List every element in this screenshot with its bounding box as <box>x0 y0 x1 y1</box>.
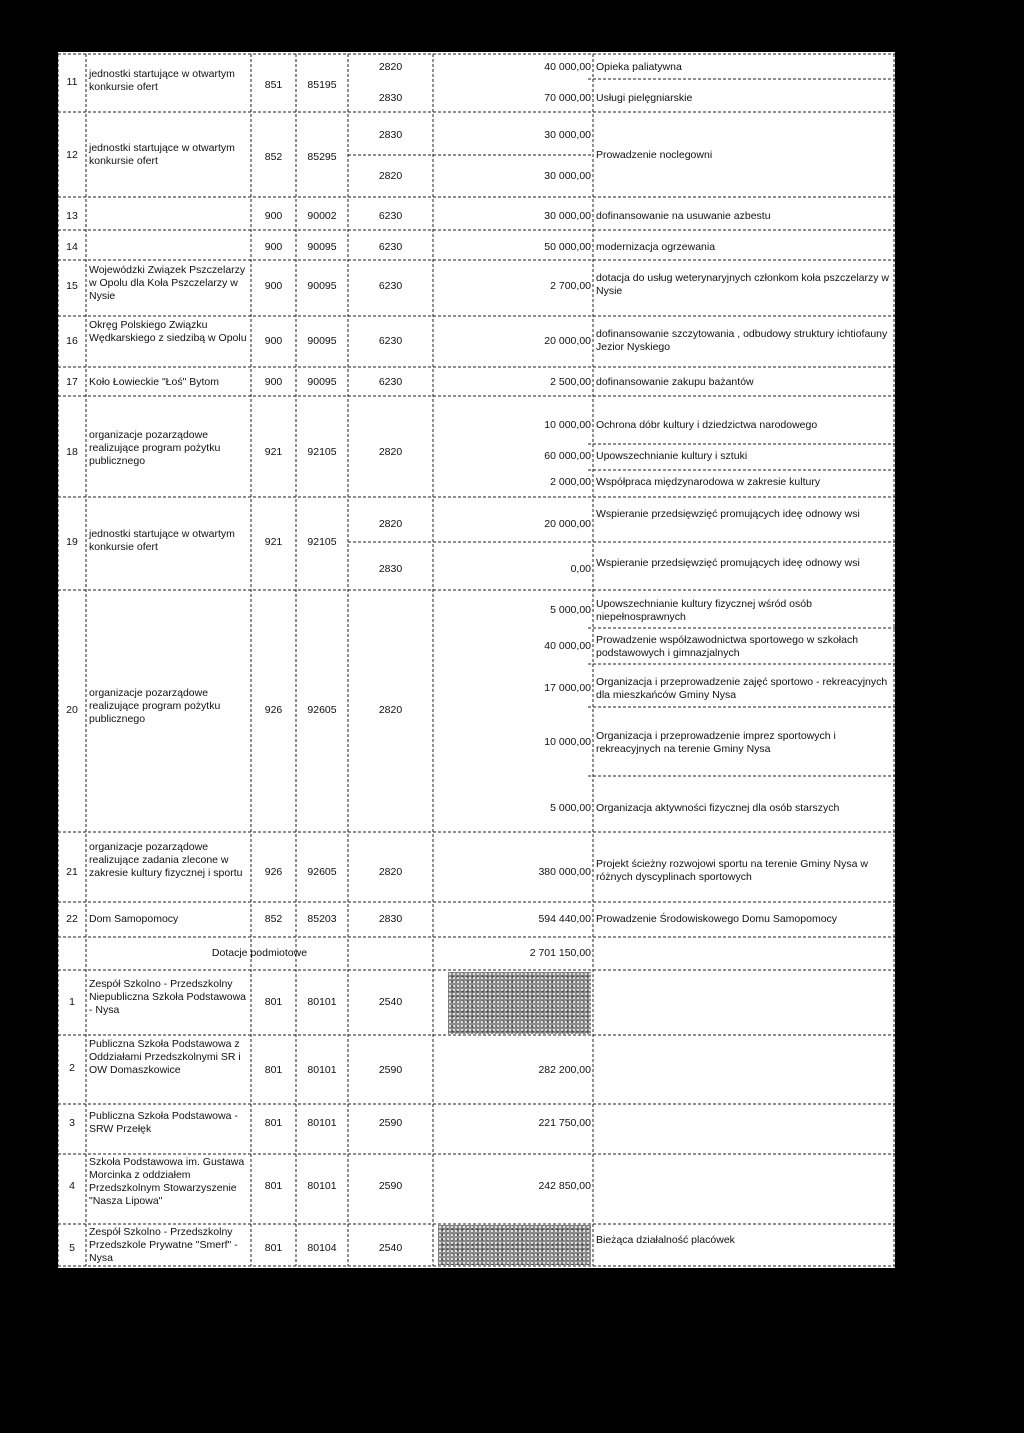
purpose: Współpraca międzynarodowa w zakresie kultury <box>596 476 821 488</box>
row-number: 19 <box>66 536 78 548</box>
paragraf: 2590 <box>378 1064 403 1076</box>
purpose: Ochrona dóbr kultury i dziedzictwa narodowego <box>596 419 818 431</box>
subtotal-amount: 2 701 150,00 <box>529 947 591 959</box>
purpose: Opieka paliatywna <box>596 61 682 73</box>
purpose: modernizacja ogrzewania <box>596 241 716 253</box>
dzial: 801 <box>264 996 283 1008</box>
paragraf: 6230 <box>378 210 403 222</box>
dzial: 801 <box>264 1180 283 1192</box>
dzial: 801 <box>264 1117 283 1129</box>
entity-name: organizacje pozarządowe realizujące program pożytku publicznego <box>89 429 221 467</box>
row-number: 17 <box>66 376 78 388</box>
amount: 10 000,00 <box>544 419 591 431</box>
document-page <box>58 52 895 1268</box>
rozdzial: 90095 <box>307 280 337 292</box>
rozdzial: 90002 <box>307 210 337 222</box>
rozdzial: 80101 <box>307 1117 337 1129</box>
purpose: Bieżąca działalność placówek <box>596 1234 735 1246</box>
row-number: 21 <box>66 866 78 878</box>
paragraf: 2590 <box>378 1117 403 1129</box>
rozdzial: 80101 <box>307 1064 337 1076</box>
purpose: Organizacja aktywności fizycznej dla osób starszych <box>596 802 840 814</box>
purpose: Wspieranie przedsięwzięć promujących ideę odnowy wsi <box>596 508 860 520</box>
row-number: 2 <box>69 1062 75 1074</box>
purpose: Organizacja i przeprowadzenie imprez sportowych i rekreacyjnych na terenie Gminy Nysa <box>596 730 836 755</box>
rozdzial: 80101 <box>307 996 337 1008</box>
paragraf: 6230 <box>378 280 403 292</box>
row-number: 18 <box>66 446 78 458</box>
purpose: dotacja do usług weterynaryjnych członkom koła pszczelarzy w Nysie <box>596 272 889 297</box>
row-number: 1 <box>69 996 75 1008</box>
paragraf: 2820 <box>378 518 403 530</box>
entity-name: Koło Łowieckie "Łoś" Bytom <box>89 376 220 388</box>
rozdzial: 90095 <box>307 241 337 253</box>
amount: 2 500,00 <box>550 376 591 388</box>
paragraf: 2830 <box>378 92 403 104</box>
rozdzial: 92105 <box>307 536 337 548</box>
amount: 20 000,00 <box>544 335 591 347</box>
amount: 30 000,00 <box>544 210 591 222</box>
dzial: 900 <box>264 335 283 347</box>
paragraf: 2540 <box>378 1242 403 1254</box>
dzial: 926 <box>264 704 283 716</box>
purpose: Upowszechnianie kultury i sztuki <box>596 450 748 462</box>
amount: 594 440,00 <box>538 913 591 925</box>
paragraf: 2830 <box>378 563 403 575</box>
entity-name: Zespół Szkolno - Przedszkolny Przedszkole Prywatne "Smerf" - Nysa <box>89 1226 238 1264</box>
rozdzial: 80104 <box>307 1242 337 1254</box>
amount: 0,00 <box>570 563 591 575</box>
purpose: Upowszechnianie kultury fizycznej wśród osób niepełnosprawnych <box>596 598 812 623</box>
amount: 50 000,00 <box>544 241 591 253</box>
rozdzial: 90095 <box>307 335 337 347</box>
row-number: 12 <box>66 149 78 161</box>
amount: 380 000,00 <box>538 866 591 878</box>
amount: 10 000,00 <box>544 736 591 748</box>
rozdzial: 92105 <box>307 446 337 458</box>
row-number: 14 <box>66 241 78 253</box>
paragraf: 2820 <box>378 704 403 716</box>
paragraf: 2820 <box>378 170 403 182</box>
amount: 2 000,00 <box>550 476 591 488</box>
dzial: 852 <box>264 913 283 925</box>
entity-name: jednostki startujące w otwartym konkursie ofert <box>89 142 235 167</box>
paragraf: 2820 <box>378 866 403 878</box>
paragraf: 2820 <box>378 61 403 73</box>
paragraf: 2820 <box>378 446 403 458</box>
amount: 2 700,00 <box>550 280 591 292</box>
amount: 17 000,00 <box>544 682 591 694</box>
paragraf: 2830 <box>378 129 403 141</box>
amount: 242 850,00 <box>538 1180 591 1192</box>
purpose: Wspieranie przedsięwzięć promujących ideę odnowy wsi <box>596 557 860 569</box>
dzial: 900 <box>264 210 283 222</box>
amount: 5 000,00 <box>550 604 591 616</box>
dzial: 801 <box>264 1242 283 1254</box>
amount: 30 000,00 <box>544 170 591 182</box>
row-number: 11 <box>66 76 78 88</box>
entity-name: jednostki startujące w otwartym konkursie ofert <box>89 68 235 93</box>
amount: 40 000,00 <box>544 61 591 73</box>
dzial: 900 <box>264 241 283 253</box>
rozdzial: 85203 <box>307 913 337 925</box>
entity-name: Publiczna Szkoła Podstawowa z Oddziałami Przedszkolnymi SR i OW Domaszkowice <box>89 1038 241 1076</box>
purpose: Prowadzenie współzawodnictwa sportowego w szkołach podstawowych i gimnazjalnych <box>596 634 859 659</box>
amount: 282 200,00 <box>538 1064 591 1076</box>
row-number: 5 <box>69 1242 75 1254</box>
dzial: 921 <box>264 536 283 548</box>
entity-name: Szkoła Podstawowa im. Gustawa Morcinka z oddziałem Przedszkolnym Stowarzyszenie "Nasza Lipowa" <box>89 1156 245 1207</box>
entity-name: organizacje pozarządowe realizujące program pożytku publicznego <box>89 687 221 725</box>
amount: 20 000,00 <box>544 518 591 530</box>
purpose: dofinansowanie na usuwanie azbestu <box>596 210 771 222</box>
entity-name: jednostki startujące w otwartym konkursie ofert <box>89 528 235 553</box>
purpose: dofinansowanie zakupu bażantów <box>596 376 754 388</box>
rozdzial: 92605 <box>307 704 337 716</box>
entity-name: Publiczna Szkoła Podstawowa - SRW Przełęk <box>89 1110 238 1135</box>
paragraf: 6230 <box>378 376 403 388</box>
entity-name: Wojewódzki Związek Pszczelarzy w Opolu dla Koła Pszczelarzy w Nysie <box>89 264 246 302</box>
purpose: Projekt ścieżny rozwojowi sportu na terenie Gminy Nysa w różnych dyscyplinach sportowych <box>596 858 868 883</box>
subtotal-label: Dotacje podmiotowe <box>211 947 308 959</box>
dzial: 900 <box>264 376 283 388</box>
amount: 5 000,00 <box>550 802 591 814</box>
purpose: Organizacja i przeprowadzenie zajęć sportowo - rekreacyjnych dla mieszkańców Gminy Nysa <box>596 676 888 701</box>
paragraf: 2590 <box>378 1180 403 1192</box>
rozdzial: 90095 <box>307 376 337 388</box>
rozdzial: 85195 <box>307 79 337 91</box>
dzial: 851 <box>264 79 283 91</box>
paragraf: 2540 <box>378 996 403 1008</box>
row-number: 22 <box>66 913 78 925</box>
row-number: 4 <box>69 1180 75 1192</box>
purpose: Prowadzenie noclegowni <box>596 149 713 161</box>
row-number: 20 <box>66 704 78 716</box>
amount: 30 000,00 <box>544 129 591 141</box>
dzial: 852 <box>264 151 283 163</box>
row-number: 16 <box>66 335 78 347</box>
row-number: 3 <box>69 1117 75 1129</box>
purpose: Usługi pielęgniarskie <box>596 92 693 104</box>
amount: 221 750,00 <box>538 1117 591 1129</box>
entity-name: Okręg Polskiego Związku Wędkarskiego z siedzibą w Opolu <box>89 319 247 344</box>
table-grid <box>58 52 895 1268</box>
dzial: 926 <box>264 866 283 878</box>
shaded-cell <box>448 972 591 1034</box>
entity-name: organizacje pozarządowe realizujące zadania zlecone w zakresie kultury fizycznej i sportu <box>89 841 243 879</box>
rozdzial: 92605 <box>307 866 337 878</box>
amount: 40 000,00 <box>544 640 591 652</box>
shaded-cell <box>438 1225 591 1265</box>
dzial: 801 <box>264 1064 283 1076</box>
row-number: 15 <box>66 280 78 292</box>
purpose: dofinansowanie szczytowania , odbudowy struktury ichtiofauny Jezior Nyskiego <box>596 328 888 353</box>
amount: 60 000,00 <box>544 450 591 462</box>
paragraf: 2830 <box>378 913 403 925</box>
purpose: Prowadzenie Środowiskowego Domu Samopomocy <box>596 913 838 925</box>
rozdzial: 80101 <box>307 1180 337 1192</box>
paragraf: 6230 <box>378 335 403 347</box>
row-number: 13 <box>66 210 78 222</box>
dzial: 900 <box>264 280 283 292</box>
dzial: 921 <box>264 446 283 458</box>
entity-name: Dom Samopomocy <box>89 913 179 925</box>
amount: 70 000,00 <box>544 92 591 104</box>
rozdzial: 85295 <box>307 151 337 163</box>
paragraf: 6230 <box>378 241 403 253</box>
entity-name: Zespół Szkolno - Przedszkolny Niepubliczna Szkoła Podstawowa - Nysa <box>89 978 247 1016</box>
